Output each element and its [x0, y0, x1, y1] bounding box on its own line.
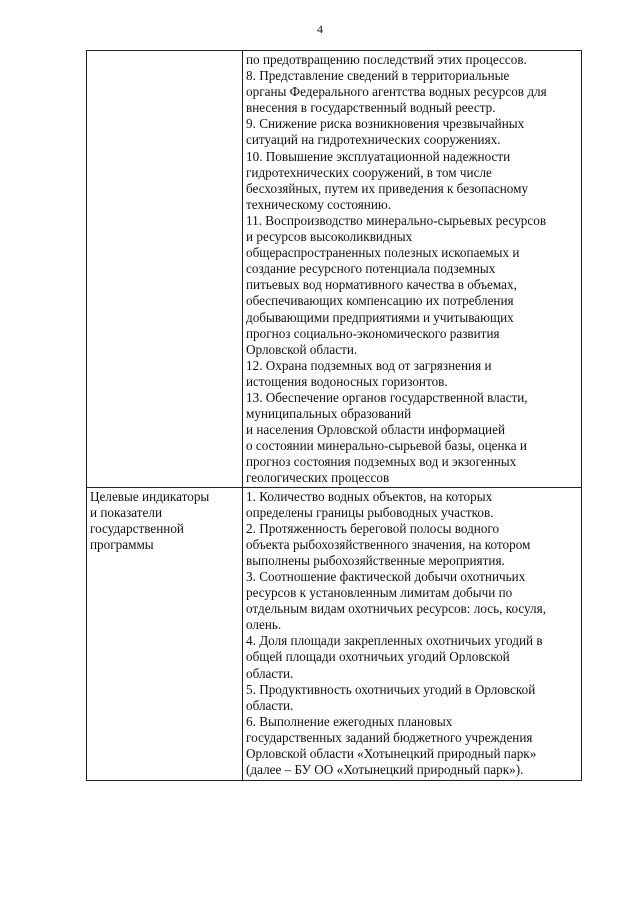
text-line: 4. Доля площади закрепленных охотничьих угодий в [246, 633, 543, 649]
text-line: обеспечивающих компенсацию их потребления [246, 293, 514, 309]
text-line: питьевых вод нормативного качества в объемах, [246, 277, 517, 293]
text-line: ситуаций на гидротехнических сооружениях. [246, 132, 501, 148]
text-line: 3. Соотношение фактической добычи охотничьих [246, 569, 526, 584]
text-line: 11. Воспроизводство минерально-сырьевых ресурсов [246, 212, 547, 228]
text-line: общераспространенных полезных ископаемых и [246, 245, 520, 261]
text-line: и ресурсов высоколиквидных [246, 229, 413, 245]
text-line: 6. Выполнение ежегодных плановых [246, 713, 453, 729]
text-line: и населения Орловской области информацией [246, 422, 506, 438]
text-line: Орловской области. [246, 341, 358, 357]
text-line: области. [246, 665, 294, 681]
row-content-cell [243, 487, 582, 781]
text-line: муниципальных образований [246, 406, 412, 422]
text-line: органы Федерального агентства водных ресурсов для [246, 84, 547, 100]
page-number: 4 [317, 22, 323, 36]
text-line: истощения водоносных горизонтов. [246, 373, 448, 389]
text-line: 8. Представление сведений в территориальные [246, 68, 510, 84]
text-line: выполнены рыбохозяйственные мероприятия. [246, 552, 505, 568]
text-line: общей площади охотничьих угодий Орловской [246, 649, 510, 665]
text-line: создание ресурсного потенциала подземных [246, 261, 496, 277]
text-line: Орловской области «Хотынецкий природный парк» [246, 746, 537, 762]
text-line: олень. [246, 617, 282, 633]
text-line: прогноз состояния подземных вод и экзогенных [246, 454, 517, 470]
text-line: (далее – БУ ОО «Хотынецкий природный парк»). [246, 762, 524, 778]
row-label-cell [87, 487, 243, 781]
text-line: государственных заданий бюджетного учреждения [246, 729, 533, 745]
table-row [87, 51, 582, 488]
text-line: объекта рыбохозяйственного значения, на котором [246, 536, 531, 552]
text-line: ресурсов к установленным лимитам добычи по [246, 585, 513, 601]
text-line: геологических процессов [246, 470, 390, 486]
text-line: внесения в государственный водный реестр. [246, 100, 496, 116]
text-line: отдельным видам охотничьих ресурсов: лось, косуля, [246, 601, 547, 617]
text-line: 12. Охрана подземных вод от загрязнения и [246, 357, 492, 373]
text-line: о состоянии минерально-сырьевой базы, оценка и [246, 438, 527, 454]
text-line: добывающими предприятиями и учитывающих [246, 309, 514, 325]
text-line: гидротехнических сооружений, в том числе [246, 164, 492, 180]
text-line: 13. Обеспечение органов государственной власти, [246, 389, 528, 405]
text-line: определены границы рыбоводных участков. [246, 504, 494, 520]
text-line: по предотвращению последствий этих процессов. [246, 52, 527, 67]
row-content-cell [243, 51, 582, 488]
text-line: 2. Протяженность береговой полосы водного [246, 520, 500, 536]
row-label-cell [87, 51, 243, 488]
text-line: 1. Количество водных объектов, на которых [246, 488, 493, 504]
text-line: 10. Повышение эксплуатационной надежности [246, 148, 511, 164]
text-line: прогноз социально-экономического развития [246, 325, 500, 341]
text-line: государственной [90, 520, 184, 536]
passport-table [86, 50, 582, 781]
text-line: программы [90, 536, 154, 552]
text-line: и показатели [90, 504, 163, 520]
table-row [87, 487, 582, 781]
text-line: техническому состоянию. [246, 196, 392, 212]
text-line: 5. Продуктивность охотничьих угодий в Орловской [246, 681, 536, 697]
text-line: Целевые индикаторы [90, 488, 210, 504]
text-line: бесхозяйных, путем их приведения к безопасному [246, 180, 529, 196]
text-line: области. [246, 697, 294, 713]
text-line: 9. Снижение риска возникновения чрезвычайных [246, 116, 525, 132]
